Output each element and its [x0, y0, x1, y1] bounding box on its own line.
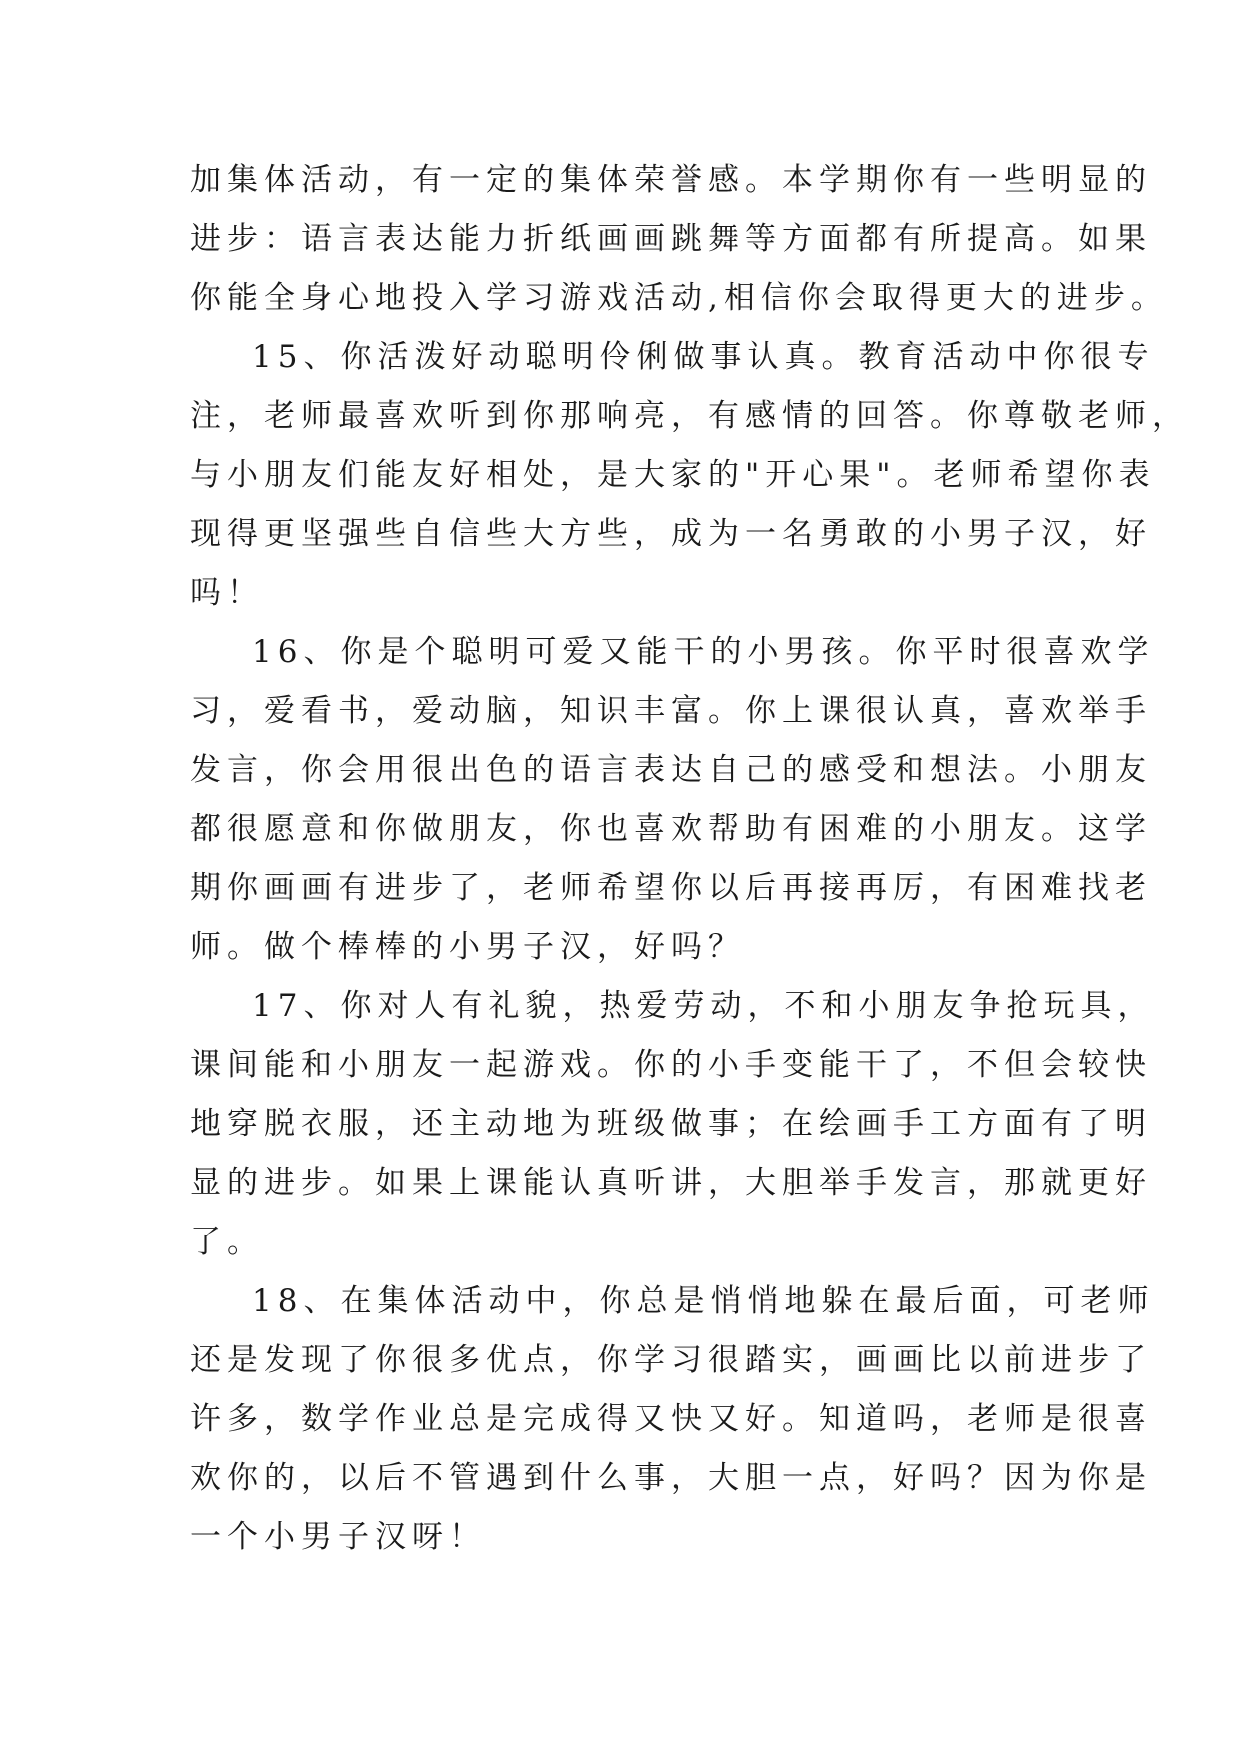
- paragraph-17-line: 课间能和小朋友一起游戏。你的小手变能干了，不但会较快: [190, 1047, 1152, 1083]
- paragraph-16-line: 习，爱看书，爱动脑，知识丰富。你上课很认真，喜欢举手: [190, 693, 1152, 729]
- paragraph-16-first-line: 16、你是个聪明可爱又能干的小男孩。你平时很喜欢学: [252, 634, 1155, 670]
- paragraph-14-line: 进步：语言表达能力折纸画画跳舞等方面都有所提高。如果: [190, 221, 1152, 257]
- paragraph-18-line: 欢你的，以后不管遇到什么事，大胆一点，好吗？因为你是: [190, 1460, 1152, 1496]
- paragraph-17-first-line: 17、你对人有礼貌，热爱劳动，不和小朋友争抢玩具，: [252, 988, 1155, 1024]
- paragraph-18-first-line: 18、在集体活动中，你总是悄悄地躲在最后面，可老师: [252, 1283, 1155, 1319]
- paragraph-18-line: 一个小男子汉呀！: [190, 1519, 486, 1555]
- paragraph-15-line: 与小朋友们能友好相处，是大家的"开心果"。老师希望你表: [190, 457, 1156, 493]
- paragraph-17-line: 显的进步。如果上课能认真听讲，大胆举手发言，那就更好: [190, 1165, 1152, 1201]
- paragraph-14-line: 加集体活动，有一定的集体荣誉感。本学期你有一些明显的: [190, 162, 1152, 198]
- paragraph-15-line: 注，老师最喜欢听到你那响亮，有感情的回答。你尊敬老师，: [190, 398, 1189, 434]
- paragraph-14-line: 你能全身心地投入学习游戏活动,相信你会取得更大的进步。: [190, 280, 1168, 316]
- paragraph-18-line: 还是发现了你很多优点，你学习很踏实，画画比以前进步了: [190, 1342, 1152, 1378]
- paragraph-16-line: 发言，你会用很出色的语言表达自己的感受和想法。小朋友: [190, 752, 1152, 788]
- paragraph-15-first-line: 15、你活泼好动聪明伶俐做事认真。教育活动中你很专: [252, 339, 1155, 375]
- paragraph-16-line: 期你画画有进步了，老师希望你以后再接再厉，有困难找老: [190, 870, 1152, 906]
- paragraph-16-line: 都很愿意和你做朋友，你也喜欢帮助有困难的小朋友。这学: [190, 811, 1152, 847]
- paragraph-17-line: 了。: [190, 1224, 264, 1260]
- paragraph-16-line: 师。做个棒棒的小男子汉，好吗？: [190, 929, 745, 965]
- paragraph-17-line: 地穿脱衣服，还主动地为班级做事；在绘画手工方面有了明: [190, 1106, 1152, 1142]
- paragraph-15-line: 吗！: [190, 575, 264, 611]
- paragraph-15-line: 现得更坚强些自信些大方些，成为一名勇敢的小男子汉，好: [190, 516, 1152, 552]
- paragraph-18-line: 许多，数学作业总是完成得又快又好。知道吗，老师是很喜: [190, 1401, 1152, 1437]
